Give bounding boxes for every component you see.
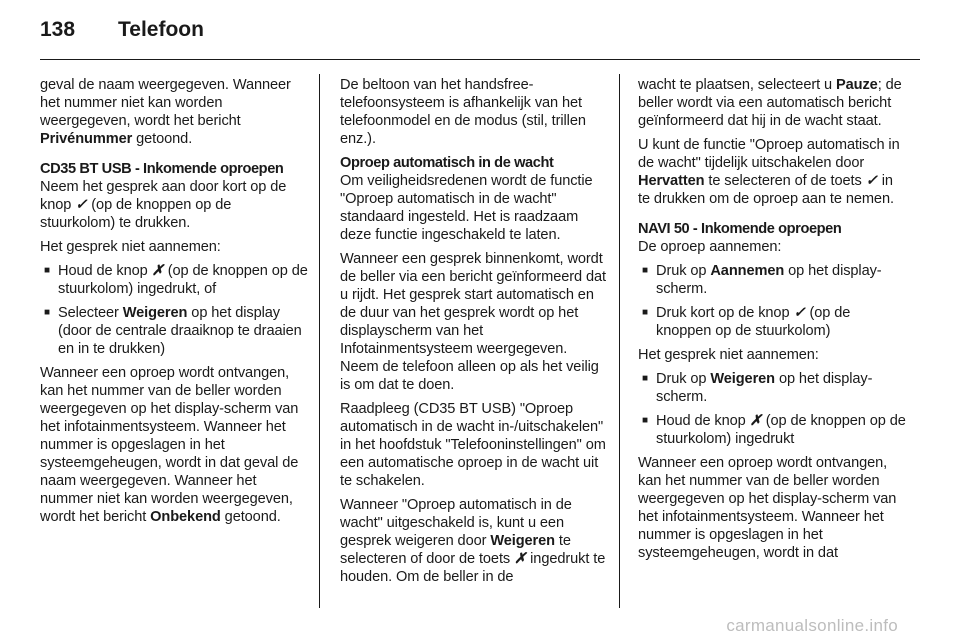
paragraph: Wanneer een oproep wordt ontvangen, kan het nummer van de beller worden weergegeven op het display-scherm van het infotainmentsysteem. Wanneer het nummer is opgeslagen in het systeemgeheugen, wordt in dat geval de naam weergegeven. Wanneer het nummer niet kan worden weergegeven, wordt het bericht Onbekend getoond. (40, 365, 299, 525)
section-heading-navi50: NAVI 50 - Inkomende oproepen (638, 221, 842, 237)
paragraph: Het gesprek niet aannemen: (40, 239, 221, 255)
paragraph: Wanneer een oproep wordt ontvangen, kan het nummer van de beller worden weergegeven op het display-scherm van het infotainmentsysteem. Wanneer het nummer is opgeslagen in het systeemgeheugen, wordt in dat (638, 455, 897, 561)
bullet-list (40, 262, 308, 358)
phone-answer-icon: ✓ (793, 305, 806, 321)
paragraph: Om veiligheidsredenen wordt de functie "Oproep automatisch in de wacht" standaard ingesteld. Het is raadzaam deze functie ingeschakeld te laten. (340, 173, 593, 243)
paragraph: Wanneer een gesprek binnenkomt, wordt de beller via een bericht geïnformeerd dat u rijdt. Het gesprek start automatisch en de duur van het gesprek wordt op het displayscherm van het Infotainmentsysteem weergegeven. Neem de telefoon alleen op als het veilig is om dat te doen. (340, 251, 606, 393)
section-heading-cd35: CD35 BT USB - Inkomende oproepen (40, 161, 284, 177)
list-item: ■ Druk op Aannemen op het display-scherm. (638, 262, 908, 298)
paragraph: wacht te plaatsen, selecteert u Pauze; de beller wordt via een automatisch bericht geïnformeerd dat hij in de wacht staat. (638, 77, 902, 129)
list-item: ■ Druk op Weigeren op het display-scherm. (638, 370, 908, 406)
text-column-2 (340, 76, 606, 592)
text-column-1 (40, 76, 308, 532)
list-item: ■ Selecteer Weigeren op het display (door de centrale draaiknop te draaien en in te drukken) (40, 304, 308, 358)
column-divider-1 (319, 74, 320, 608)
paragraph: Wanneer "Oproep automatisch in de wacht" uitgeschakeld is, kunt u een gesprek weigeren door Weigeren te selecteren of door de toets ✗ ingedrukt te houden. Om de beller in de (340, 497, 606, 585)
bullet-list (638, 370, 908, 448)
chapter-title: Telefoon (118, 18, 204, 41)
phone-reject-icon: ✗ (151, 263, 164, 279)
watermark: carmanualsonline.info (726, 616, 898, 635)
page-header (40, 18, 204, 48)
list-item: ■ Houd de knop ✗ (op de knoppen op de stuurkolom) ingedrukt (638, 412, 908, 448)
paragraph: De beltoon van het handsfree-telefoonsysteem is afhankelijk van het telefoonmodel en de modus (stil, trillen enz.). (340, 77, 586, 147)
paragraph: De oproep aannemen: (638, 239, 782, 255)
page-number: 138 (40, 18, 76, 41)
paragraph: geval de naam weergegeven. Wanneer het nummer niet kan worden weergegeven, wordt het bericht Privénummer getoond. (40, 77, 291, 147)
phone-answer-icon: ✓ (865, 173, 878, 189)
paragraph: Neem het gesprek aan door kort op de knop ✓ (op de knoppen op de stuurkolom) te drukken. (40, 179, 287, 231)
phone-answer-icon: ✓ (75, 197, 88, 213)
phone-reject-icon: ✗ (749, 413, 762, 429)
bullet-list (638, 262, 908, 340)
paragraph: Het gesprek niet aannemen: (638, 347, 819, 363)
list-item: ■ Druk kort op de knop ✓ (op de knoppen op de stuurkolom) (638, 304, 908, 340)
column-divider-2 (619, 74, 620, 608)
list-item: ■ Houd de knop ✗ (op de knoppen op de stuurkolom) ingedrukt, of (40, 262, 308, 298)
paragraph: U kunt de functie "Oproep automatisch in de wacht" tijdelijk uitschakelen door Hervatten te selecteren of de toets ✓ in te drukken om de oproep aan te nemen. (638, 137, 900, 207)
text-column-3 (638, 76, 908, 568)
section-heading-auto-hold: Oproep automatisch in de wacht (340, 155, 554, 171)
phone-reject-icon: ✗ (514, 551, 527, 567)
paragraph: Raadpleeg (CD35 BT USB) "Oproep automatisch in de wacht in-/uitschakelen" in het hoofdstuk "Telefooninstellingen" om een automatische oproep in de wacht uit te schakelen. (340, 401, 606, 489)
header-divider (40, 59, 920, 60)
